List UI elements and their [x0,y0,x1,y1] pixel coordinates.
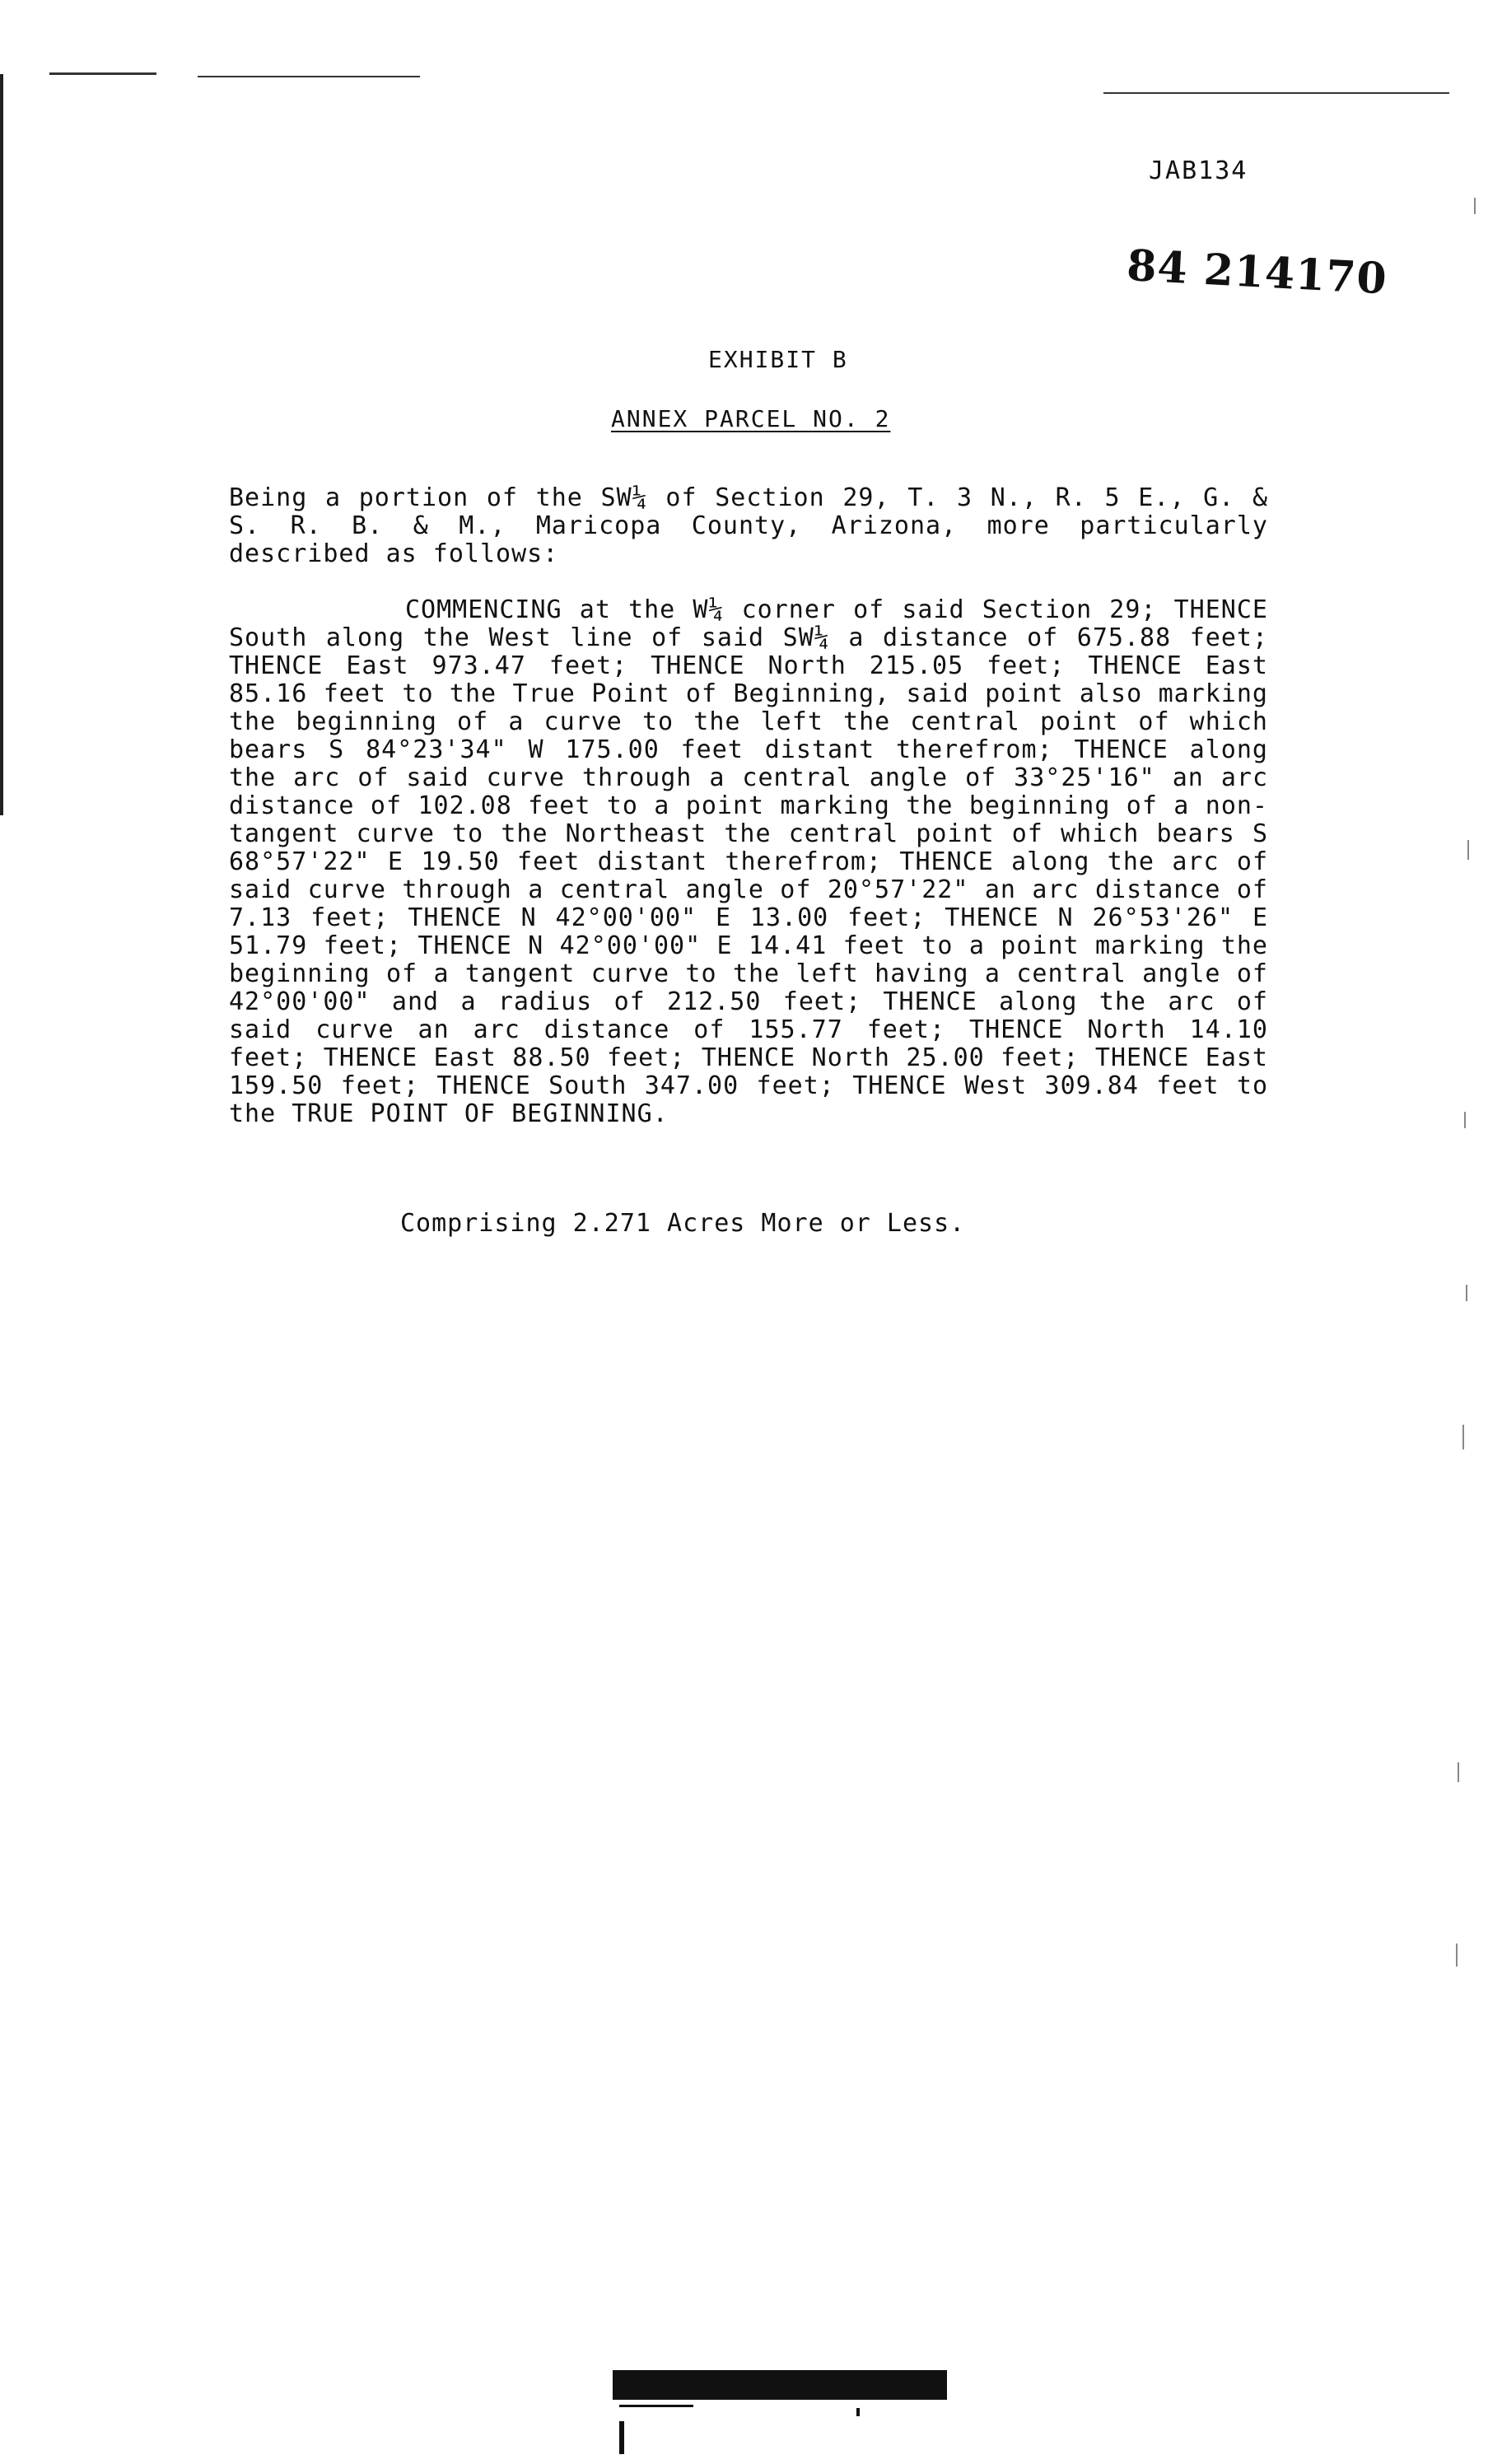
scan-mark-top [1103,92,1449,94]
scan-edge-left [0,74,3,815]
recording-number-stamp: 84 214170 [1125,240,1389,305]
margin-mark [1456,1944,1458,1967]
intro-paragraph: Being a portion of the SW¼ of Section 29, T. 3 N., R. 5 E., G. & S. R. B. & M., Maricopa County, Arizona, more particularly described as follows: [229,483,1268,568]
scan-mark-bottom [856,2408,860,2416]
margin-mark [1466,1285,1467,1301]
scan-mark-bottom [619,2405,693,2407]
margin-mark [1462,1425,1464,1449]
scan-bar-bottom [613,2370,947,2400]
scan-mark-bottom [619,2421,624,2454]
margin-mark [1458,1762,1459,1782]
margin-mark [1464,1112,1466,1128]
scan-mark-top [198,76,420,77]
margin-mark [1467,840,1469,860]
exhibit-title: EXHIBIT B [708,346,848,373]
document-id: JAB134 [1149,156,1248,185]
acreage-statement: Comprising 2.271 Acres More or Less. [400,1209,966,1238]
scan-mark-top [49,72,156,75]
legal-description-paragraph: COMMENCING at the W¼ corner of said Section 29; THENCE South along the West line of said SW¼ a distance of 675.88 feet; THENCE East 973.47 feet; THENCE North 215.05 feet; THENCE East 85.16 feet to the True Point of Beginning, said point also marking the beginning of a curve to the left the central point of which bears S 84°23'34" W 175.00 feet distant therefrom; THENCE along the arc of said curve through a central angle of 33°25'16" an arc distance of 102.08 feet to a point marking the beginning of a non-tangent curve to the Northeast the central point of which bears S 68°57'22" E 19.50 feet distant therefrom; THENCE along the arc of said curve through a central angle of 20°57'22" an arc distance of 7.13 feet; THENCE N 42°00'00" E 13.00 feet; THENCE N 26°53'26" E 51.79 feet; THENCE N 42°00'00" E 14.41 feet to a point marking the beginning of a tangent curve to the left having a central angle of 42°00'00" and a radius of 212.50 feet; THENCE along the arc of said curve an arc distance of 155.77 feet; THENCE North 14.10 feet; THENCE East 88.50 feet; THENCE North 25.00 feet; THENCE East 159.50 feet; THENCE South 347.00 feet; THENCE West 309.84 feet to the TRUE POINT OF BEGINNING. [229,595,1268,1128]
parcel-title: ANNEX PARCEL NO. 2 [611,405,891,432]
margin-mark [1474,198,1476,214]
